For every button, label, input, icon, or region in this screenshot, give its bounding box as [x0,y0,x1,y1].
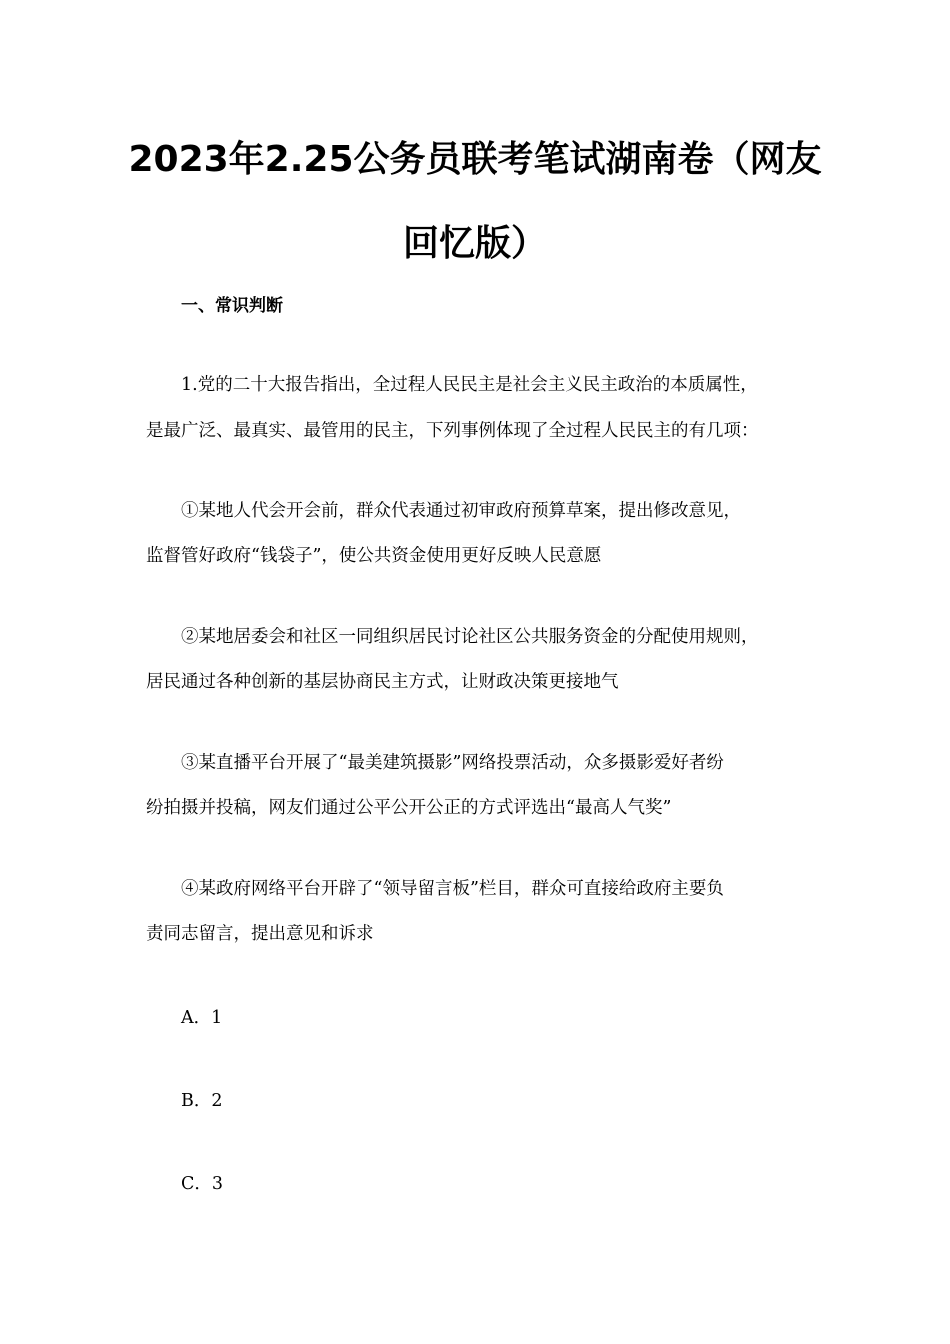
statement-4-line-1: ④某政府网络平台开辟了“领导留言板”栏目，群众可直接给政府主要负 [181,879,724,899]
option-b: B．2 [181,1091,223,1111]
option-a: A．1 [181,1008,223,1028]
statement-1-line-2: 监督管好政府“钱袋子”，使公共资金使用更好反映人民意愿 [146,546,602,566]
statement-3-line-2: 纷拍摄并投稿，网友们通过公平公开公正的方式评选出“最高人气奖” [146,798,672,818]
option-c: C．3 [181,1174,224,1194]
question-stem-line-1: 1.党的二十大报告指出，全过程人民民主是社会主义民主政治的本质属性， [181,375,758,395]
statement-3-line-1: ③某直播平台开展了“最美建筑摄影”网络投票活动，众多摄影爱好者纷 [181,753,724,773]
document-title-line-1: 2023年2.25公务员联考笔试湖南卷（网友 [128,139,822,180]
statement-2-line-1: ②某地居委会和社区一同组织居民讨论社区公共服务资金的分配使用规则， [181,627,759,647]
question-stem-line-2: 是最广泛、最真实、最管用的民主，下列事例体现了全过程人民民主的有几项： [146,421,759,441]
document-title-line-2: 回忆版） [402,223,547,264]
statement-4-line-2: 责同志留言，提出意见和诉求 [146,924,374,944]
statement-2-line-2: 居民通过各种创新的基层协商民主方式，让财政决策更接地气 [146,672,619,692]
statement-1-line-1: ①某地人代会开会前，群众代表通过初审政府预算草案，提出修改意见， [181,501,741,521]
section-heading: 一、常识判断 [181,296,283,316]
